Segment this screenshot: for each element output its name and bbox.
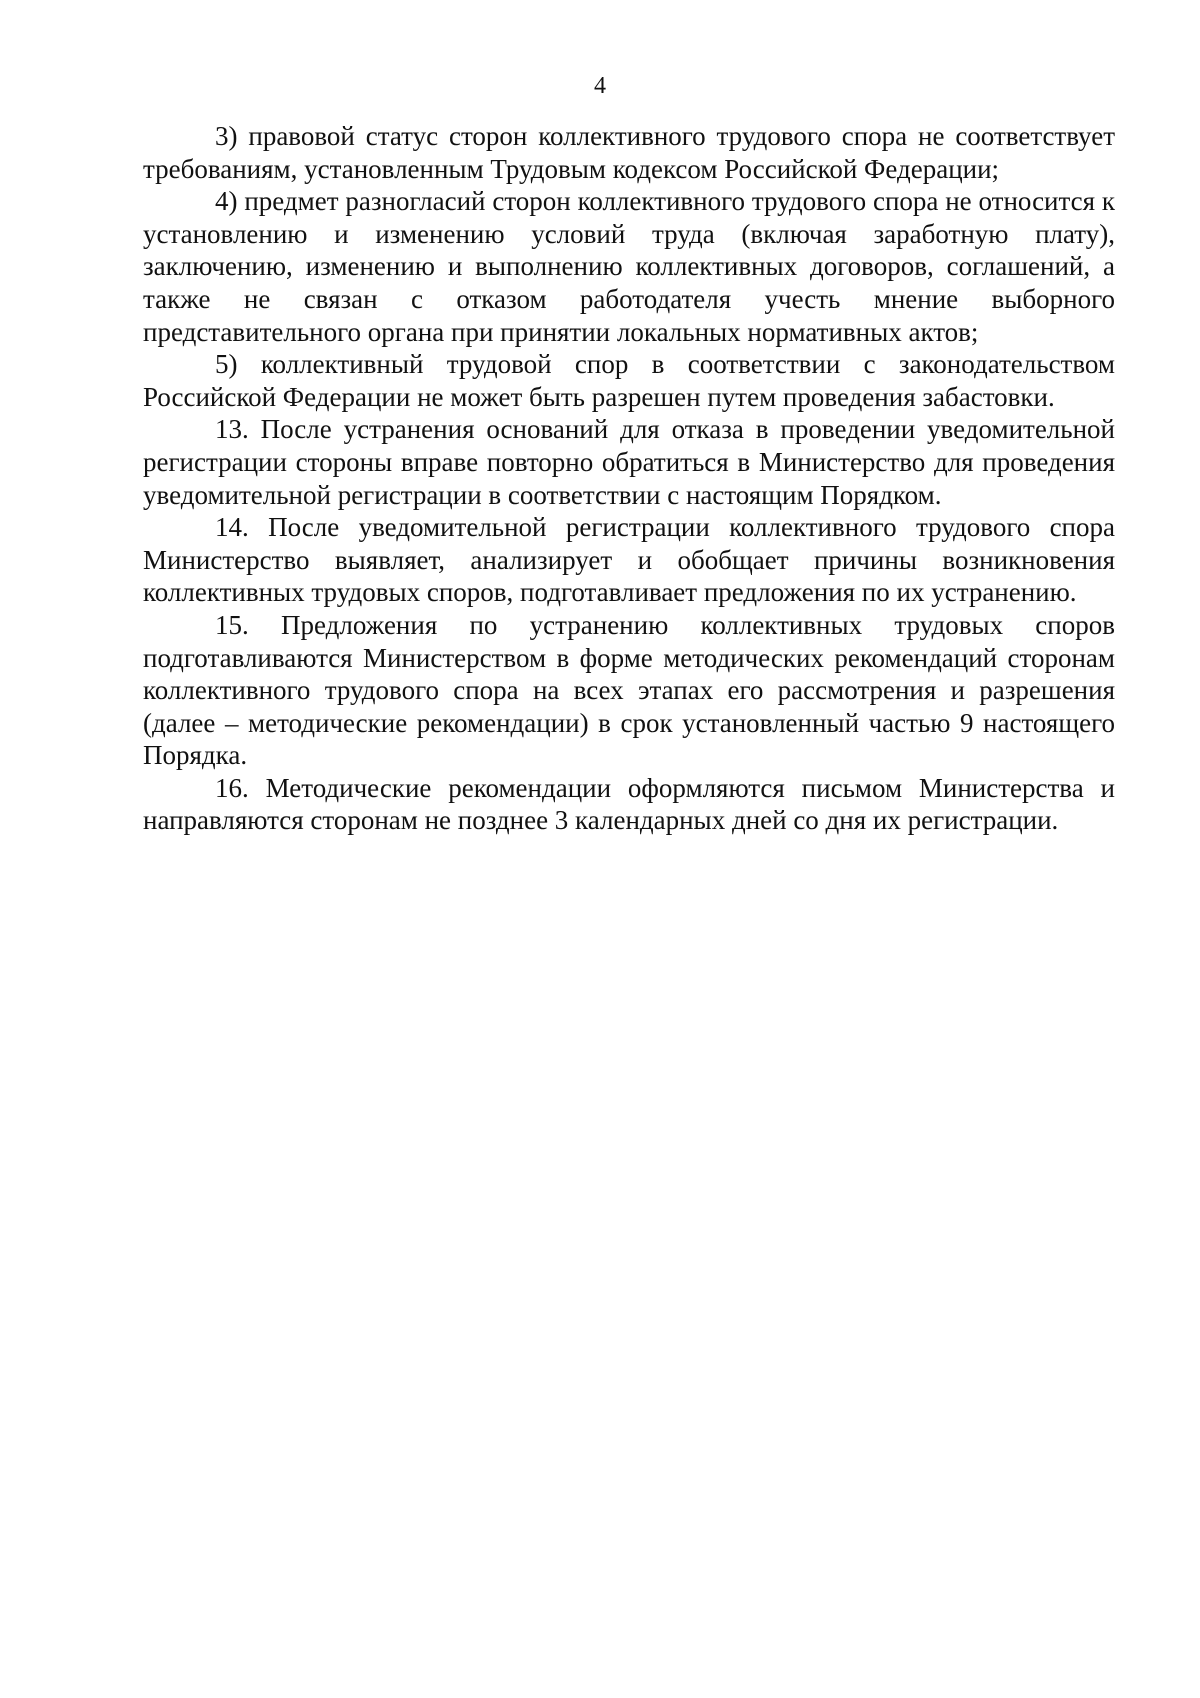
- paragraph-item-4: 4) предмет разногласий сторон коллективного трудового спора не относится к установлению и изменению условий труда (включая заработную плату), заключению, изменению и выполнению коллективных договоров, соглашений, а также не связан с отказом работодателя учесть мнение выборного представительного органа при принятии локальных нормативных актов;: [143, 186, 1115, 347]
- paragraph-clause-13: 13. После устранения оснований для отказа в проведении уведомительной регистрации стороны вправе повторно обратиться в Министерство для проведения уведомительной регистрации в соответствии с настоящим Порядком.: [143, 414, 1115, 510]
- paragraph-clause-15: 15. Предложения по устранению коллективных трудовых споров подготавливаются Министерством в форме методических рекомендаций сторонам коллективного трудового спора на всех этапах его рассмотрения и разрешения (далее – методические рекомендации) в срок установленный частью 9 настоящего Порядка.: [143, 609, 1115, 771]
- page-number: 4: [594, 73, 606, 99]
- paragraph-item-5: 5) коллективный трудовой спор в соответствии с законодательством Российской Федерации не может быть разрешен путем проведения забастовки.: [143, 349, 1115, 412]
- document-body: [143, 120, 1115, 837]
- paragraph-item-3: 3) правовой статус сторон коллективного трудового спора не соответствует требованиям, установленным Трудовым кодексом Российской Федерации;: [143, 121, 1115, 184]
- paragraph-clause-14: 14. После уведомительной регистрации коллективного трудового спора Министерство выявляет, анализирует и обобщает причины возникновения коллективных трудовых споров, подготавливает предложения по их устранению.: [143, 512, 1115, 608]
- paragraph-clause-16: 16. Методические рекомендации оформляются письмом Министерства и направляются сторонам не позднее 3 календарных дней со дня их регистрации.: [143, 772, 1115, 836]
